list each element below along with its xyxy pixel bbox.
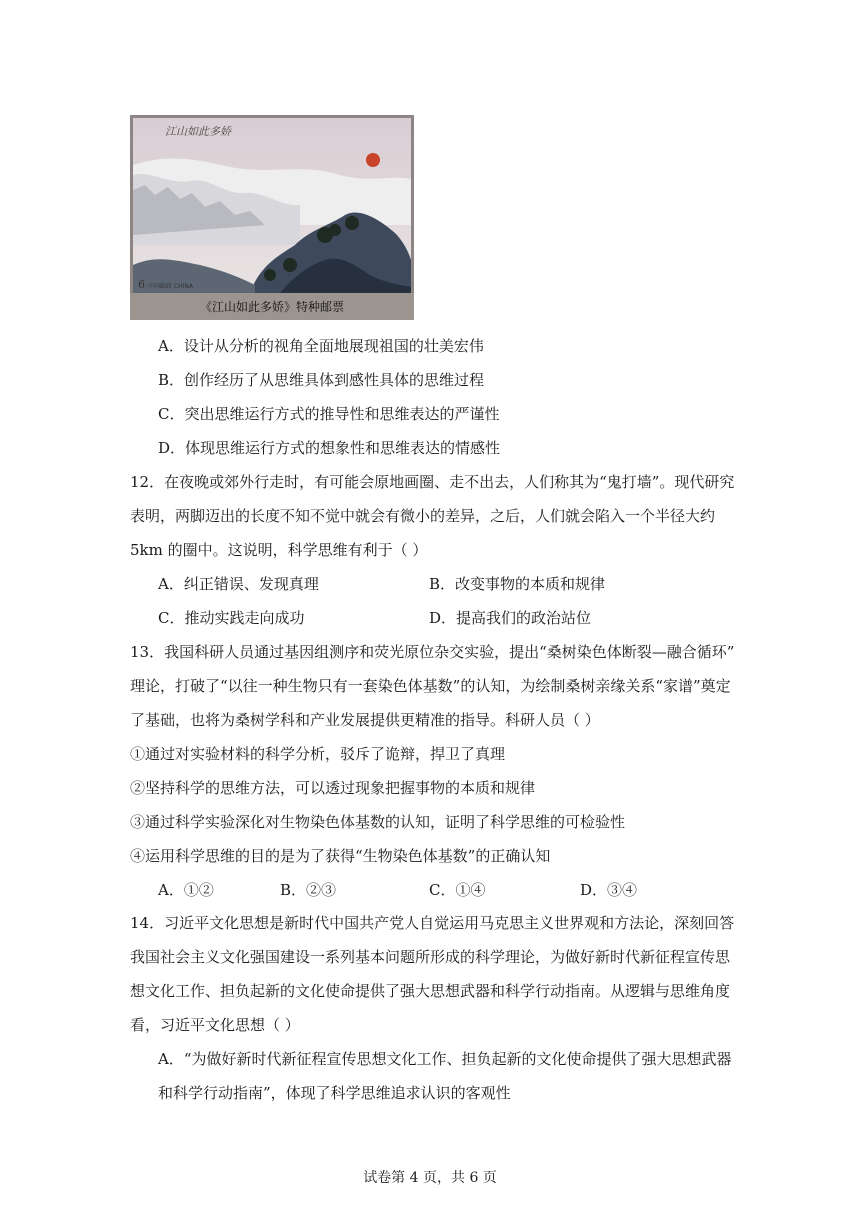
stamp-caption: 《江山如此多娇》特种邮票	[199, 300, 345, 314]
q11-option-d: D．体现思维运行方式的想象性和思维表达的情感性	[158, 439, 501, 457]
q13-option-b: B．②③	[280, 881, 337, 899]
q12-stem-line-2: 表明，两脚迈出的长度不知不觉中就会有微小的差异，之后，人们就会陷入一个半径大约	[130, 507, 716, 525]
q13-stem-line-2: 理论，打破了“以往一种生物只有一套染色体基数”的认知，为绘制桑树亲缘关系“家谱”奠定	[130, 677, 731, 695]
page-footer: 试卷第 4 页，共 6 页	[363, 1170, 497, 1186]
q13-option-a: A．①②	[158, 881, 214, 899]
q11-option-b: B．创作经历了从思维具体到感性具体的思维过程	[158, 371, 485, 389]
q12-option-c: C．推动实践走向成功	[158, 609, 305, 627]
q11-option-c: C．突出思维运行方式的推导性和思维表达的严谨性	[158, 405, 500, 423]
q12-option-d: D．提高我们的政治站位	[429, 609, 592, 627]
q13-option-c: C．①④	[429, 881, 486, 899]
q13-stem-line-1: 13．我国科研人员通过基因组测序和荧光原位杂交实验，提出“桑树染色体断裂—融合循环”	[130, 643, 735, 661]
q12-option-a: A．纠正错误、发现真理	[158, 575, 319, 593]
q12-option-b: B．改变事物的本质和规律	[429, 575, 606, 593]
q14-option-a-line-1: A．“为做好新时代新征程宣传思想文化工作、担负起新的文化使命提供了强大思想武器	[158, 1050, 732, 1068]
q14-option-a-line-2: 和科学行动指南”，体现了科学思维追求认识的客观性	[158, 1084, 511, 1102]
q12-stem-line-1: 12．在夜晚或郊外行走时，有可能会原地画圈、走不出去，人们称其为“鬼打墙”。现代研究	[130, 473, 735, 491]
q13-option-d: D．③④	[580, 881, 638, 899]
stamp-issuer: 中国邮政 CHINA	[148, 283, 193, 290]
q14-stem-line-1: 14．习近平文化思想是新时代中国共产党人自觉运用马克思主义世界观和方法论，深刻回答	[130, 914, 735, 932]
q13-item-4: ④运用科学思维的目的是为了获得“生物染色体基数”的正确认知	[130, 847, 551, 865]
stamp-denomination: 6	[138, 278, 145, 291]
stamp-calligraphy: 江山如此多娇	[165, 125, 231, 138]
q14-stem-line-4: 看，习近平文化思想（ ）	[130, 1016, 300, 1034]
q13-stem-line-3: 了基础，也将为桑树学科和产业发展提供更精准的指导。科研人员（ ）	[130, 711, 600, 729]
q13-item-1: ①通过对实验材料的科学分析，驳斥了诡辩，捍卫了真理	[130, 745, 506, 763]
q12-stem-line-3: 5km 的圈中。这说明，科学思维有利于（ ）	[130, 541, 428, 559]
q14-stem-line-2: 我国社会主义文化强国建设一系列基本问题所形成的科学理论，为做好新时代新征程宣传思	[130, 948, 731, 966]
q13-item-3: ③通过科学实验深化对生物染色体基数的认知，证明了科学思维的可检验性	[130, 813, 626, 831]
q14-stem-line-3: 想文化工作、担负起新的文化使命提供了强大思想武器和科学行动指南。从逻辑与思维角度	[130, 982, 731, 1000]
q11-option-a: A．设计从分析的视角全面地展现祖国的壮美宏伟	[158, 337, 484, 355]
q13-item-2: ②坚持科学的思维方法，可以透过现象把握事物的本质和规律	[130, 779, 536, 797]
stamp-image	[130, 115, 414, 320]
